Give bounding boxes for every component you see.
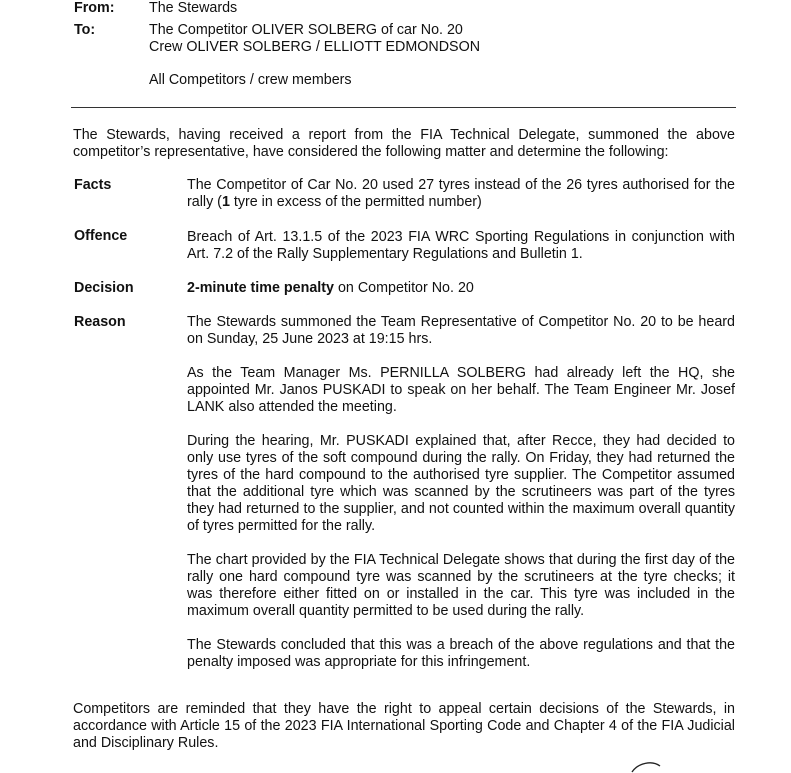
decision-rest: on Competitor No. 20 bbox=[333, 280, 474, 296]
offence-text: Breach of Art. 13.1.5 of the 2023 FIA WRC Sporting Regulations in conjunction with Art. 7.2 of the Rally Supplementary Regulations and Bulletin 1. bbox=[187, 229, 735, 262]
decision-text bbox=[187, 280, 735, 297]
signature-stroke bbox=[628, 760, 668, 773]
facts-text bbox=[187, 177, 735, 211]
reason-paragraph-3: During the hearing, Mr. PUSKADI explained that, after Recce, they had decided to only use tyres of the soft compound during the rally. On Friday, they had returned the tyres of the hard compound to the authorised tyre supplier. The Competitor assumed that the additional tyre which was scanned by the scrutineers was part of the tyres they had returned to the supplier, and not counted within the maximum overall quantity of tyres permitted for the rally. bbox=[187, 433, 735, 534]
reason-paragraph-1: The Stewards summoned the Team Representative of Competitor No. 20 to be heard on Sunday, 25 June 2023 at 19:15 hrs. bbox=[187, 314, 735, 347]
appeal-notice: Competitors are reminded that they have the right to appeal certain decisions of the Stewards, in accordance with Article 15 of the 2023 FIA International Sporting Code and Chapter 4 of the FIA Judicial and Disciplinary Rules. bbox=[73, 701, 735, 751]
header-divider bbox=[71, 107, 736, 108]
to-line-1: The Competitor OLIVER SOLBERG of car No. 20 bbox=[149, 22, 463, 38]
reason-paragraph-5: The Stewards concluded that this was a breach of the above regulations and that the penalty imposed was appropriate for this infringement. bbox=[187, 637, 735, 670]
reason-label: Reason bbox=[74, 314, 126, 330]
to-label: To: bbox=[74, 22, 96, 38]
facts-text-a: The Competitor of Car No. 20 used 27 tyres instead of the 26 tyres authorised for the rally ( bbox=[187, 177, 735, 210]
facts-label: Facts bbox=[74, 177, 112, 193]
facts-text-b: tyre in excess of the permitted number) bbox=[229, 194, 482, 210]
offence-label: Offence bbox=[74, 228, 128, 244]
intro-paragraph: The Stewards, having received a report from the FIA Technical Delegate, summoned the above competitor’s representative, have considered the following matter and determine the following: bbox=[73, 127, 735, 160]
reason-text bbox=[187, 314, 735, 688]
from-value: The Stewards bbox=[149, 0, 238, 16]
facts-text-bold: 1 bbox=[221, 194, 230, 210]
decision-penalty: 2-minute time penalty bbox=[187, 280, 334, 296]
to-line-3: All Competitors / crew members bbox=[149, 72, 352, 88]
to-line-2: Crew OLIVER SOLBERG / ELLIOTT EDMONDSON bbox=[149, 39, 481, 55]
reason-paragraph-4: The chart provided by the FIA Technical Delegate shows that during the first day of the rally one hard compound tyre was scanned by the scrutineers at the tyre checks; it was therefore either fitted on or installed in the car. This tyre was included in the maximum overall quantity permitted to be used during the rally. bbox=[187, 552, 735, 619]
decision-label: Decision bbox=[74, 280, 134, 296]
reason-paragraph-2: As the Team Manager Ms. PERNILLA SOLBERG had already left the HQ, she appointed Mr. Janos PUSKADI to speak on her behalf. The Team Engineer Mr. Josef LANK also attended the meeting. bbox=[187, 365, 735, 415]
from-label: From: bbox=[74, 0, 115, 16]
